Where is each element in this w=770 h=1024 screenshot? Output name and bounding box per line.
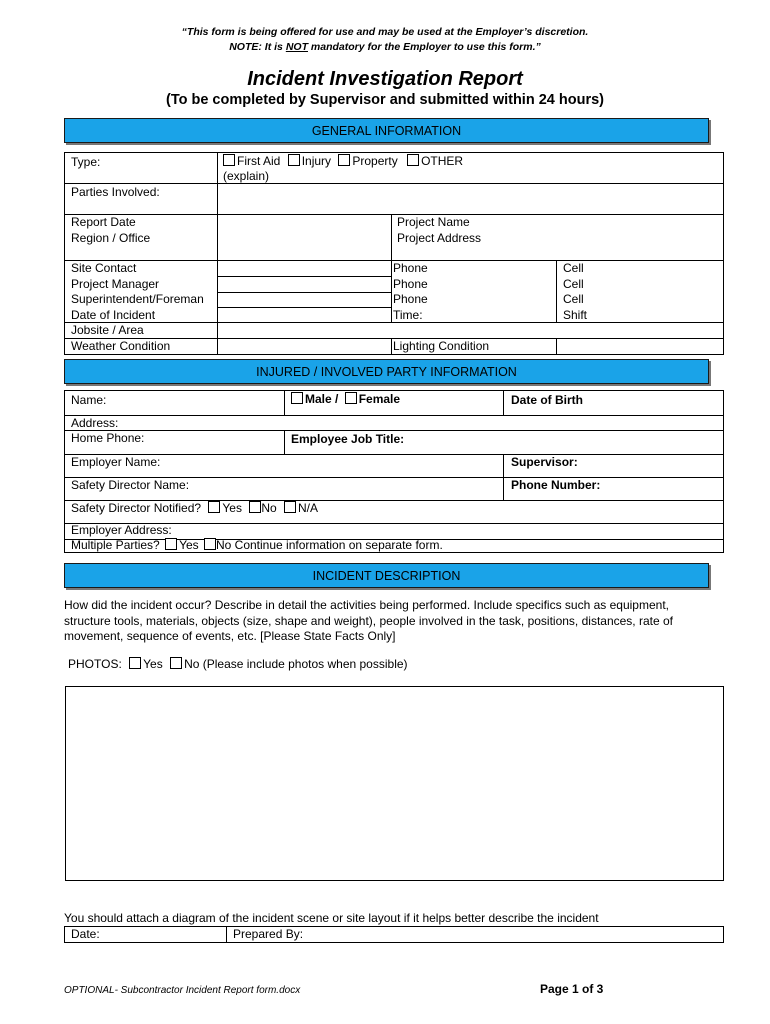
- injured-party-section: [64, 390, 724, 553]
- disclaimer-not: NOT: [285, 41, 308, 53]
- page-number: Page 1 of 3: [540, 982, 604, 996]
- phone-number-label: Phone Number:: [511, 478, 601, 492]
- page-subtitle: (To be completed by Supervisor and submitted within 24 hours): [165, 92, 604, 108]
- page-title: Incident Investigation Report: [247, 68, 523, 90]
- phone-label-3: Phone: [393, 292, 428, 306]
- time-label: Time:: [393, 308, 423, 322]
- project-manager-label: Project Manager: [71, 277, 160, 291]
- property-label: Property: [352, 154, 398, 168]
- injured-party-band: INJURED / INVOLVED PARTY INFORMATION: [64, 359, 709, 384]
- photos-no-label: No (Please include photos when possible): [184, 657, 408, 671]
- description-instructions: [64, 598, 724, 645]
- sd-notified-row: [71, 501, 318, 517]
- multiple-parties-label: Multiple Parties?: [71, 538, 160, 552]
- project-address-label: Project Address: [397, 231, 482, 245]
- address-label: Address:: [71, 416, 119, 430]
- signoff-row: [64, 926, 724, 943]
- general-information-section: [64, 152, 724, 355]
- injury-label: Injury: [301, 154, 332, 168]
- employer-name-label: Employer Name:: [71, 455, 161, 469]
- sd-no-label: No: [261, 501, 277, 515]
- employer-address-label: Employer Address:: [71, 523, 172, 537]
- disclaimer-pre: NOTE: It is: [229, 41, 286, 53]
- phone-label-1: Phone: [393, 261, 428, 275]
- male-label: Male /: [305, 392, 339, 406]
- shift-label: Shift: [563, 308, 588, 322]
- injury-checkbox[interactable]: [288, 154, 300, 166]
- safety-director-name-label: Safety Director Name:: [71, 478, 190, 492]
- region-office-label: Region / Office: [71, 231, 151, 245]
- mp-yes-label: Yes: [179, 538, 199, 552]
- attach-diagram-note: You should attach a diagram of the incident scene or site layout if it helps better describe the incident: [64, 911, 599, 925]
- mp-no-label: No Continue information on separate form.: [215, 538, 443, 552]
- incident-description-textarea[interactable]: [65, 686, 724, 881]
- parties-involved-field[interactable]: [218, 184, 722, 214]
- instructions-line-1: How did the incident occur? Describe in detail the activities being performed. Include specifics such as equipment,: [64, 598, 669, 612]
- first-aid-checkbox[interactable]: [223, 154, 235, 166]
- sd-na-label: N/A: [298, 501, 319, 515]
- jobsite-area-label: Jobsite / Area: [71, 323, 144, 337]
- name-label: Name:: [71, 393, 107, 407]
- footer-filename: OPTIONAL- Subcontractor Incident Report form.docx: [64, 985, 301, 996]
- general-information-band: GENERAL INFORMATION: [64, 118, 709, 143]
- sd-yes-label: Yes: [222, 501, 242, 515]
- photos-row: [68, 657, 408, 673]
- cell-label-3: Cell: [563, 292, 584, 306]
- gender-options: [291, 392, 400, 408]
- job-title-label: Employee Job Title:: [291, 432, 405, 446]
- superintendent-label: Superintendent/Foreman: [71, 292, 204, 306]
- other-checkbox[interactable]: [407, 154, 419, 166]
- weather-condition-label: Weather Condition: [71, 339, 171, 353]
- home-phone-label: Home Phone:: [71, 431, 145, 445]
- disclaimer-post: mandatory for the Employer to use this form.”: [307, 41, 541, 53]
- dob-label: Date of Birth: [511, 393, 583, 407]
- date-label: Date:: [71, 927, 100, 941]
- cell-label-1: Cell: [563, 261, 584, 275]
- type-options: [223, 154, 463, 170]
- project-name-label: Project Name: [397, 215, 470, 229]
- disclaimer-line-1: “This form is being offered for use and may be used at the Employer’s discretion.: [181, 26, 589, 38]
- parties-involved-label: Parties Involved:: [71, 185, 160, 199]
- photos-yes-label: Yes: [143, 657, 163, 671]
- female-label: Female: [358, 392, 401, 406]
- other-label: OTHER: [421, 154, 464, 168]
- female-checkbox[interactable]: [345, 392, 357, 404]
- date-of-incident-label: Date of Incident: [71, 308, 156, 322]
- property-checkbox[interactable]: [338, 154, 350, 166]
- sd-na-checkbox[interactable]: [284, 501, 296, 513]
- male-checkbox[interactable]: [291, 392, 303, 404]
- phone-label-2: Phone: [393, 277, 428, 291]
- prepared-by-label: Prepared By:: [233, 927, 304, 941]
- mp-yes-checkbox[interactable]: [165, 538, 177, 550]
- cell-label-2: Cell: [563, 277, 584, 291]
- multiple-parties-row: [71, 538, 443, 554]
- disclaimer-line-2: [0, 41, 770, 53]
- site-contact-label: Site Contact: [71, 261, 137, 275]
- report-date-label: Report Date: [71, 215, 136, 229]
- sd-notified-label: Safety Director Notified?: [71, 501, 202, 515]
- sd-yes-checkbox[interactable]: [208, 501, 220, 513]
- instructions-line-2: structure tools, materials, objects (size, shape and weight), people involved in the task, positions, distances, rate of: [64, 613, 673, 628]
- incident-description-band: INCIDENT DESCRIPTION: [64, 563, 709, 588]
- photos-no-checkbox[interactable]: [170, 657, 182, 669]
- mp-no-checkbox[interactable]: [204, 538, 216, 550]
- explain-label: (explain): [223, 169, 270, 183]
- photos-label: PHOTOS:: [68, 657, 122, 671]
- lighting-condition-label: Lighting Condition: [393, 339, 490, 353]
- instructions-line-3: movement, sequence of events, etc. [Please State Facts Only]: [64, 629, 396, 643]
- first-aid-label: First Aid: [237, 154, 281, 168]
- supervisor-label: Supervisor:: [511, 455, 578, 469]
- type-label: Type:: [71, 155, 101, 169]
- photos-yes-checkbox[interactable]: [129, 657, 141, 669]
- sd-no-checkbox[interactable]: [249, 501, 261, 513]
